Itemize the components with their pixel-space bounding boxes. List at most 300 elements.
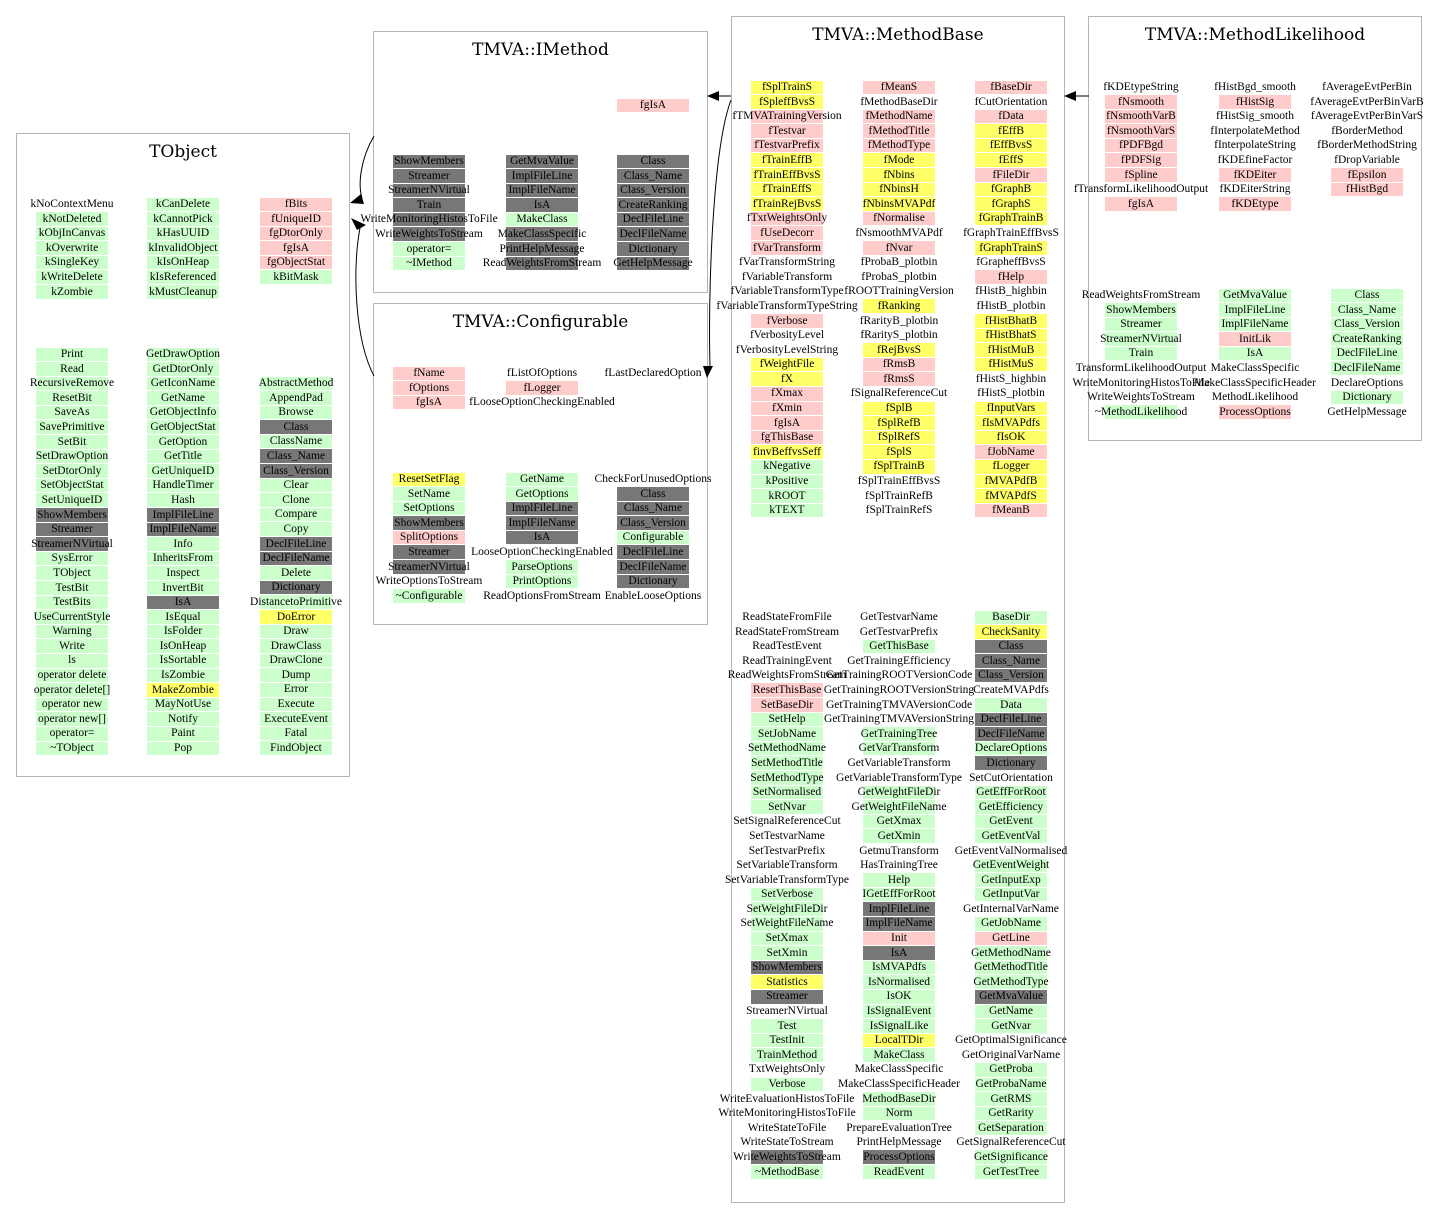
member-label: fgIsA — [639, 99, 667, 111]
member-label: Configurable — [622, 531, 684, 544]
member-label: Class_Name — [981, 654, 1041, 667]
member-label: fSplS — [886, 445, 912, 458]
member-label: fgIsA — [1127, 197, 1155, 210]
member-label: fMethodType — [867, 139, 931, 152]
member-label: fGraphTrainB — [978, 212, 1044, 225]
member-label: GetWeightFileDir — [857, 786, 941, 799]
member-label: operator= — [49, 727, 95, 740]
member-label: GetTrainingTMVAVersionCode — [825, 698, 973, 711]
member-label: Train — [1128, 347, 1154, 360]
member-label: fIsMVAPdfs — [982, 416, 1040, 429]
member-label: SaveAs — [54, 406, 90, 419]
member-label: GetProbaName — [975, 1078, 1047, 1090]
member-label: GetTrainingTree — [860, 727, 938, 740]
member-label: fMVAPdfB — [984, 475, 1038, 488]
member-label: fUseDecorr — [760, 226, 814, 239]
member-label: fVerbosityLevelString — [735, 343, 839, 356]
member-label: fSpline — [1124, 168, 1158, 181]
member-label: GetDrawOption — [145, 348, 221, 360]
member-label: GetTrainingROOTVersionCode — [825, 669, 973, 682]
member-label: finvBeffvsSeff — [753, 445, 821, 458]
member-label: MethodBaseDir — [862, 1092, 936, 1105]
member-label: ImplFileLine — [152, 508, 214, 521]
member-label: SetVerbose — [761, 888, 813, 901]
member-label: fIsOK — [996, 431, 1026, 444]
arrow-imethod-to-tobject — [360, 136, 374, 198]
member-label: fName — [413, 367, 445, 379]
member-label: kBitMask — [273, 270, 319, 283]
member-label: Pop — [174, 742, 192, 755]
member-label: operator new — [41, 698, 103, 711]
member-label: fTrainEffS — [762, 183, 812, 196]
member-label: fBits — [284, 198, 308, 210]
member-label: Notify — [167, 712, 199, 725]
member-label: operator= — [406, 242, 452, 255]
member-label: fSplRefB — [877, 416, 921, 429]
member-label: GetXmin — [877, 829, 921, 842]
member-label: GetMvaValue — [979, 990, 1043, 1003]
member-label: operator delete[] — [33, 683, 111, 696]
member-label: MethodLikelihood — [1211, 391, 1299, 404]
member-label: fLooseOptionCheckingEnabled — [469, 396, 615, 409]
member-label: SetWeightFileName — [740, 917, 834, 930]
member-label: Info — [173, 537, 193, 550]
arrowhead-imethod — [707, 91, 719, 101]
member-label: Statistics — [766, 975, 808, 988]
member-label: ImplFileLine — [511, 502, 573, 515]
member-label: FindObject — [270, 741, 322, 754]
member-label: DrawClone — [269, 654, 323, 667]
member-label: ImplFileLine — [1224, 303, 1286, 316]
member-label: SetVariableTransformType — [725, 873, 849, 886]
member-label: AppendPad — [269, 391, 323, 404]
member-label: Class_Name — [266, 449, 326, 462]
member-label: ReadWeightsFromStream — [482, 257, 602, 270]
member-label: GetMvaValue — [1223, 289, 1287, 301]
member-label: kNegative — [763, 460, 811, 473]
member-label: fLastDeclaredOption — [604, 367, 702, 379]
member-label: SetXmin — [766, 946, 808, 959]
member-label: Class — [1354, 289, 1380, 301]
member-label: ReadTrainingEvent — [742, 654, 832, 667]
arrowhead-methodbase — [1064, 91, 1076, 101]
member-label: ImplFileName — [508, 184, 576, 197]
member-label: Streamer — [1120, 318, 1162, 331]
member-label: fInterpolateMethod — [1210, 124, 1300, 137]
member-label: fLogger — [523, 381, 561, 394]
member-label: GetOptimalSignificance — [955, 1034, 1067, 1047]
member-label: SplitOptions — [399, 531, 459, 544]
member-label: GetUniqueID — [151, 464, 215, 477]
member-label: fGrapheffBvsS — [976, 256, 1046, 269]
member-label: StreamerNVirtual — [746, 1005, 828, 1018]
member-label: fProbaS_plotbin — [861, 270, 937, 283]
member-label: GetEvent — [989, 815, 1033, 828]
member-label: kTEXT — [769, 504, 805, 517]
member-label: fRejBvsS — [876, 343, 922, 356]
member-label: fKDEfineFactor — [1217, 153, 1293, 166]
member-label: SetBit — [57, 435, 87, 448]
member-label: kCanDelete — [155, 198, 211, 210]
member-label: StreamerNVirtual — [388, 184, 470, 197]
member-label: fTxtWeightsOnly — [746, 212, 828, 225]
member-label: TestBits — [53, 596, 91, 609]
member-label: ShowMembers — [394, 516, 464, 529]
member-label: Class_Name — [623, 169, 683, 182]
member-label: GetRMS — [990, 1092, 1032, 1105]
class-title: TMVA::Configurable — [452, 312, 629, 332]
member-label: GetDtorOnly — [152, 362, 214, 375]
member-label: SetJobName — [757, 727, 817, 740]
member-label: GetMethodType — [973, 975, 1049, 988]
member-label: operator delete — [37, 669, 107, 682]
member-label: GetMethodTitle — [974, 961, 1048, 974]
member-label: DeclareOptions — [974, 742, 1048, 755]
member-label: GetOptions — [515, 487, 569, 500]
member-label: WriteOptionsToStream — [375, 575, 483, 588]
member-label: kOverwrite — [45, 241, 99, 254]
member-label: ~MethodLikelihood — [1094, 405, 1188, 418]
member-label: WriteEvaluationHistosToFile — [719, 1092, 855, 1105]
member-label: IsNormalised — [868, 975, 930, 988]
member-label: SetDtorOnly — [42, 464, 102, 477]
member-label: Browse — [278, 406, 314, 419]
member-label: kPositive — [765, 475, 809, 488]
member-label: GetTestvarName — [860, 611, 938, 623]
member-label: fSignalReferenceCut — [850, 387, 948, 400]
member-label: fKDEtypeString — [1103, 81, 1179, 93]
member-label: ShowMembers — [752, 961, 822, 974]
member-label: SavePrimitive — [39, 420, 105, 433]
member-label: fTrainEffBvsS — [753, 168, 821, 181]
member-label: fSplTrainEffBvsS — [857, 475, 941, 488]
member-label: WriteWeightsToStream — [1087, 391, 1195, 404]
member-label: IsSortable — [159, 654, 207, 667]
member-label: fHistS_highbin — [975, 372, 1047, 385]
member-label: fSplB — [885, 402, 913, 415]
member-label: fHistBgd_smooth — [1214, 81, 1296, 93]
member-label: fEffBvsS — [989, 139, 1033, 152]
member-label: fSpleffBvsS — [758, 95, 816, 108]
member-label: kIsOnHeap — [156, 256, 210, 269]
member-label: WriteWeightsToStream — [733, 1150, 841, 1163]
member-label: fHistB_highbin — [975, 285, 1047, 298]
member-label: kObjInCanvas — [38, 227, 106, 240]
member-label: fAverageEvtPerBin — [1322, 81, 1412, 93]
member-label: ReadEvent — [873, 1165, 925, 1178]
member-label: fX — [780, 372, 794, 385]
member-label: ResetBit — [52, 391, 92, 404]
member-label: GetWeightFileName — [851, 800, 947, 813]
member-label: ResetSetFlag — [398, 473, 460, 485]
member-label: fKDEiterString — [1219, 183, 1291, 196]
member-label: fAverageEvtPerBinVarS — [1310, 110, 1424, 123]
arrow-configurable-to-tobject — [356, 228, 374, 376]
member-label: GetObjectStat — [150, 420, 216, 433]
member-label: GetXmax — [876, 815, 922, 828]
member-label: Streamer — [408, 545, 450, 558]
member-label: Write — [59, 639, 85, 652]
member-label: Delete — [280, 566, 312, 579]
member-label: Dictionary — [628, 575, 678, 588]
member-label: IsA — [533, 198, 551, 211]
member-label: fNbins — [883, 168, 915, 181]
member-label: fgDtorOnly — [269, 227, 323, 240]
member-label: Class_Version — [620, 184, 686, 197]
member-label: fVarTransform — [753, 241, 821, 254]
member-label: GetEffForRoot — [976, 786, 1046, 799]
member-label: Class — [998, 640, 1024, 653]
member-label: ImplFileName — [508, 516, 576, 529]
member-label: GetVarTransform — [858, 742, 940, 755]
member-label: GetEventValNormalised — [954, 844, 1068, 857]
member-label: Streamer — [766, 990, 808, 1003]
member-label: fKDEiter — [1233, 168, 1277, 181]
member-label: SetNvar — [768, 800, 806, 813]
member-label: Streamer — [408, 169, 450, 182]
member-label: DeclFileName — [977, 727, 1045, 740]
member-label: Dictionary — [628, 242, 678, 255]
member-label: MakeClassSpecific — [854, 1063, 944, 1076]
member-label: MakeClass — [873, 1048, 925, 1061]
member-label: kROOT — [768, 489, 806, 502]
member-label: fPDFSig — [1120, 153, 1162, 166]
member-label: SetMethodType — [750, 771, 824, 784]
member-label: kInvalidObject — [148, 241, 218, 254]
member-label: GetMethodName — [971, 946, 1051, 959]
member-label: Class — [283, 420, 309, 433]
member-label: BaseDir — [992, 611, 1030, 623]
member-label: GetTestTree — [982, 1165, 1040, 1178]
member-label: SetMethodName — [748, 742, 826, 755]
member-label: fTestvarPrefix — [754, 139, 820, 152]
member-label: MakeClassSpecificHeader — [838, 1078, 960, 1090]
member-label: fBorderMethod — [1331, 124, 1403, 137]
member-label: TestBit — [55, 581, 89, 594]
member-label: GetmuTransform — [859, 844, 939, 857]
member-label: SetName — [407, 487, 451, 500]
member-label: fPDFBgd — [1118, 139, 1164, 152]
member-label: kWriteDelete — [41, 270, 103, 283]
member-label: fHistS_plotbin — [977, 387, 1045, 400]
member-label: SetWeightFileDir — [746, 902, 828, 915]
arrowhead-configurable — [703, 366, 713, 378]
member-label: fNsmoothMVAPdf — [855, 226, 943, 239]
member-label: kNoContextMenu — [30, 198, 114, 210]
member-label: IsZombie — [160, 669, 206, 682]
member-label: fXmin — [771, 402, 803, 415]
member-label: fLogger — [992, 460, 1030, 473]
member-label: CreateMVAPdfs — [973, 683, 1049, 696]
member-label: Streamer — [51, 523, 93, 536]
member-label: Class — [640, 155, 666, 167]
member-label: DeclFileName — [619, 560, 687, 573]
member-label: fTestvar — [768, 124, 806, 137]
member-label: fHistB_plotbin — [976, 299, 1046, 312]
member-label: SetTestvarPrefix — [748, 844, 826, 857]
member-label: GetName — [519, 473, 565, 485]
member-label: SetSignalReferenceCut — [733, 815, 841, 828]
member-label: PrintOptions — [512, 575, 572, 588]
member-label: Class_Name — [1337, 303, 1397, 316]
member-label: LooseOptionCheckingEnabled — [471, 545, 613, 558]
member-label: MakeClassSpecific — [497, 227, 587, 240]
member-label: fListOfOptions — [506, 367, 578, 379]
arrowhead-tobject-1 — [350, 194, 364, 204]
member-label: GetEfficiency — [978, 800, 1044, 813]
member-label: GetSeparation — [978, 1121, 1044, 1134]
member-label: TxtWeightsOnly — [748, 1063, 826, 1076]
member-label: MakeClassSpecific — [1210, 361, 1300, 374]
member-label: fMode — [883, 153, 915, 166]
member-label: fTrainRejBvsS — [752, 197, 822, 210]
member-label: kSingleKey — [44, 256, 100, 269]
member-label: Print — [60, 348, 84, 360]
member-label: fNvar — [885, 241, 913, 254]
member-label: SetOptions — [403, 502, 455, 515]
member-label: Class_Version — [1334, 318, 1400, 331]
member-label: DeclFileLine — [622, 545, 684, 558]
member-label: WriteStateToStream — [740, 1136, 834, 1149]
member-label: Read — [60, 362, 84, 375]
member-label: fHistMuB — [987, 343, 1035, 356]
member-label: RecursiveRemove — [29, 377, 115, 390]
member-label: CreateRanking — [1332, 332, 1402, 345]
member-label: fBaseDir — [990, 81, 1032, 93]
member-label: ReadWeightsFromStream — [727, 669, 847, 682]
member-label: Dictionary — [1342, 391, 1392, 404]
member-label: fDropVariable — [1334, 153, 1400, 166]
member-label: LocalTDir — [874, 1034, 924, 1047]
member-label: IsA — [890, 946, 908, 959]
member-label: SetBaseDir — [760, 698, 814, 711]
member-label: fHistBhatS — [985, 329, 1037, 342]
member-label: ImplFileLine — [868, 902, 930, 915]
member-label: fNbinsH — [879, 183, 919, 196]
member-label: GetTestvarPrefix — [859, 625, 939, 638]
member-label: fMethodName — [865, 110, 933, 123]
member-label: operator new[] — [37, 712, 107, 725]
member-label: SysError — [51, 552, 93, 565]
member-label: ProcessOptions — [863, 1150, 935, 1163]
arrow-methodbase-to-configurable — [710, 100, 731, 366]
member-label: fMVAPdfS — [985, 489, 1037, 502]
class-title: TObject — [149, 142, 217, 162]
member-label: IsFolder — [163, 625, 203, 638]
member-label: fRmsB — [882, 358, 916, 371]
member-label: StreamerNVirtual — [388, 560, 470, 573]
member-label: fCutOrientation — [974, 95, 1048, 108]
member-label: fHistSig_smooth — [1216, 110, 1294, 123]
member-label: SetNormalised — [752, 786, 822, 799]
member-label: fVerbosityLevel — [749, 329, 825, 342]
member-label: fProbaB_plotbin — [860, 256, 938, 269]
member-label: fGraphB — [990, 183, 1032, 196]
member-label: IGetEffForRoot — [862, 888, 936, 901]
member-label: GetName — [988, 1005, 1034, 1018]
member-label: Fatal — [284, 727, 308, 740]
member-label: fKDEtype — [1231, 197, 1279, 210]
member-label: ~Configurable — [395, 589, 463, 602]
member-label: TransformLikelihoodOutput — [1075, 361, 1207, 374]
member-label: fHelp — [997, 270, 1025, 283]
member-label: fData — [998, 110, 1024, 123]
member-label: fEffS — [998, 153, 1024, 166]
member-label: WriteMonitoringHistosToFile — [360, 213, 498, 226]
member-label: PrepareEvaluationTree — [846, 1121, 952, 1134]
member-label: ShowMembers — [394, 155, 464, 167]
member-label: WriteMonitoringHistosToFile — [1072, 376, 1210, 389]
member-label: IsA — [1246, 347, 1264, 360]
member-label: fTMVATrainingVersion — [732, 110, 842, 123]
member-label: IsOnHeap — [159, 639, 207, 652]
member-label: GetName — [160, 391, 206, 404]
member-label: kMustCleanup — [149, 285, 217, 298]
member-label: GetVariableTransformType — [836, 771, 962, 784]
member-label: Verbose — [768, 1078, 806, 1090]
member-label: fVarTransformString — [738, 256, 836, 269]
member-label: fNsmoothVarS — [1106, 124, 1176, 137]
member-label: GetHelpMessage — [1327, 405, 1407, 418]
member-label: ImplFileName — [149, 523, 217, 536]
member-label: Init — [891, 932, 907, 945]
member-label: fNbinsMVAPdf — [862, 197, 936, 210]
member-label: Train — [416, 198, 442, 211]
member-label: SetXmax — [765, 932, 809, 945]
class-title: TMVA::MethodLikelihood — [1144, 25, 1366, 45]
member-label: MakeClassSpecificHeader — [1194, 376, 1316, 389]
member-label: GetObjectInfo — [149, 406, 217, 419]
member-label: fWeightFile — [759, 358, 815, 371]
member-label: Execute — [277, 698, 315, 711]
member-label: CheckForUnusedOptions — [594, 473, 712, 485]
member-label: Class_Version — [978, 669, 1044, 682]
member-label: GetRarity — [988, 1107, 1034, 1120]
member-label: ImplFileName — [1221, 318, 1289, 331]
member-label: PrintHelpMessage — [856, 1136, 942, 1149]
member-label: kZombie — [51, 285, 93, 298]
member-label: fgObjectStat — [266, 256, 326, 269]
member-label: GetLine — [992, 932, 1030, 945]
member-label: fgIsA — [282, 241, 310, 254]
member-label: ReadTestEvent — [752, 640, 822, 653]
member-label: IsSignalEvent — [866, 1005, 932, 1018]
member-label: ReadOptionsFromStream — [483, 589, 601, 602]
member-label: SetVariableTransform — [736, 859, 838, 872]
member-label: DeclFileName — [1333, 361, 1401, 374]
member-label: DeclFileName — [262, 552, 330, 565]
member-label: fOptions — [408, 381, 450, 394]
member-label: IsA — [174, 596, 192, 609]
member-label: HandleTimer — [152, 479, 214, 492]
member-label: Help — [887, 873, 911, 886]
member-label: GetNvar — [991, 1019, 1031, 1032]
member-label: Test — [777, 1019, 797, 1032]
member-label: fNsmooth — [1118, 95, 1164, 108]
class-title: TMVA::MethodBase — [812, 25, 984, 45]
member-label: DeclFileLine — [980, 713, 1042, 726]
member-label: MayNotUse — [154, 698, 212, 711]
member-label: AbstractMethod — [258, 377, 334, 389]
member-label: ParseOptions — [511, 560, 573, 573]
member-label: UseCurrentStyle — [33, 610, 111, 623]
member-label: fTrainEffB — [761, 153, 813, 166]
member-label: fInputVars — [986, 402, 1036, 415]
member-label: ls — [68, 654, 76, 667]
member-label: Class — [640, 487, 666, 500]
member-label: fUniqueID — [271, 212, 321, 225]
member-label: DistancetoPrimitive — [250, 595, 342, 608]
